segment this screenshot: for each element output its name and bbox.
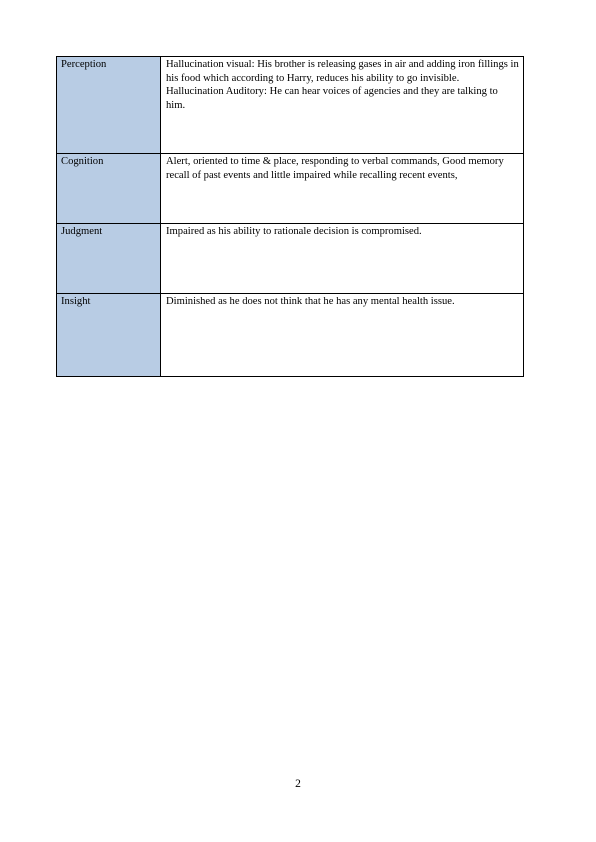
judgment-text: Impaired as his ability to rationale decision is compromised. bbox=[166, 226, 422, 237]
row-value-judgment bbox=[161, 224, 524, 294]
cognition-text: Alert, oriented to time & place, responding to verbal commands, Good memory recall of past events and little impaired while recalling recent events, bbox=[166, 156, 504, 181]
row-value-cognition bbox=[161, 154, 524, 224]
row-label-insight: Insight bbox=[57, 294, 161, 377]
page-number: 2 bbox=[295, 778, 301, 790]
mental-status-table bbox=[56, 56, 524, 377]
row-value-perception bbox=[161, 57, 524, 154]
table-row-perception bbox=[57, 57, 524, 154]
perception-visual-text: Hallucination visual: His brother is releasing gases in air and adding iron fillings in his food which according to Harry, reduces his ability to go invisible. bbox=[166, 59, 519, 84]
perception-auditory-text: Hallucination Auditory: He can hear voices of agencies and they are talking to him. bbox=[166, 86, 498, 111]
row-value-insight bbox=[161, 294, 524, 377]
insight-text: Diminished as he does not think that he has any mental health issue. bbox=[166, 296, 455, 307]
row-label-cognition: Cognition bbox=[57, 154, 161, 224]
table-row-judgment bbox=[57, 224, 524, 294]
table-row-insight bbox=[57, 294, 524, 377]
row-label-perception: Perception bbox=[57, 57, 161, 154]
row-label-judgment: Judgment bbox=[57, 224, 161, 294]
table-row-cognition bbox=[57, 154, 524, 224]
